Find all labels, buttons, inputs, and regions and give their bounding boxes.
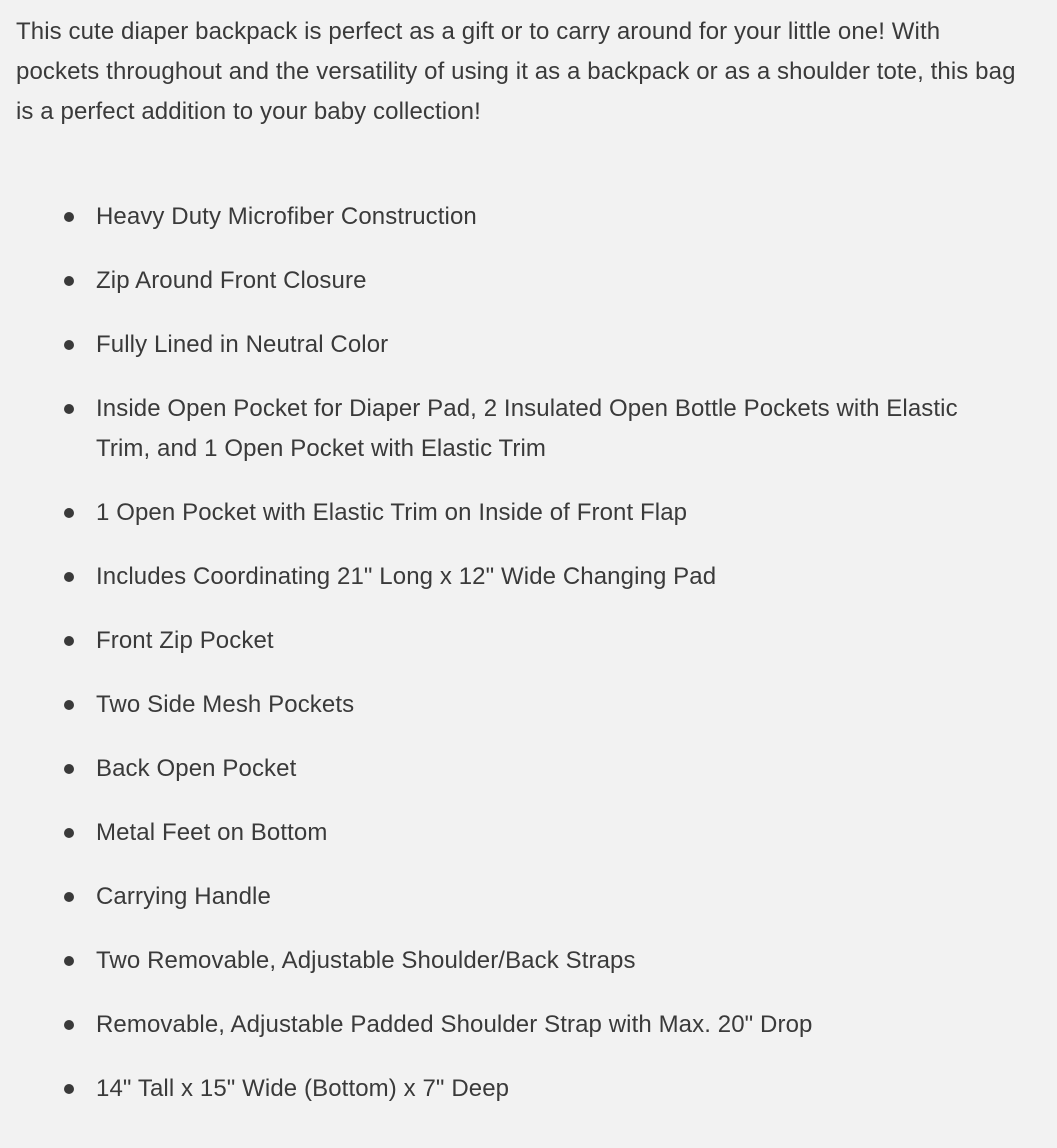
feature-item xyxy=(0,1005,1057,1045)
feature-text: Carrying Handle xyxy=(96,883,271,910)
bullet-icon xyxy=(64,1084,74,1094)
feature-text: Inside Open Pocket for Diaper Pad, 2 Insulated Open Bottle Pockets with Elastic Trim, and 1 Open Pocket with Elastic Trim xyxy=(96,395,958,462)
feature-text: Heavy Duty Microfiber Construction xyxy=(96,203,477,230)
bullet-icon xyxy=(64,276,74,286)
bullet-icon xyxy=(64,212,74,222)
feature-text: Front Zip Pocket xyxy=(96,627,274,654)
feature-item xyxy=(0,813,1057,853)
bullet-icon xyxy=(64,828,74,838)
bullet-icon xyxy=(64,956,74,966)
bullet-icon xyxy=(64,636,74,646)
feature-item xyxy=(0,325,1057,365)
feature-list xyxy=(0,197,1057,1133)
bullet-icon xyxy=(64,892,74,902)
bullet-icon xyxy=(64,340,74,350)
feature-text: Metal Feet on Bottom xyxy=(96,819,328,846)
feature-text: Two Removable, Adjustable Shoulder/Back Straps xyxy=(96,947,636,974)
bullet-icon xyxy=(64,404,74,414)
feature-item xyxy=(0,389,1057,469)
feature-item xyxy=(0,493,1057,533)
feature-text: Back Open Pocket xyxy=(96,755,297,782)
bullet-icon xyxy=(64,764,74,774)
bullet-icon xyxy=(64,1020,74,1030)
feature-item xyxy=(0,749,1057,789)
feature-item xyxy=(0,197,1057,237)
feature-text: Removable, Adjustable Padded Shoulder Strap with Max. 20" Drop xyxy=(96,1011,813,1038)
feature-text: 1 Open Pocket with Elastic Trim on Inside of Front Flap xyxy=(96,499,688,526)
feature-item xyxy=(0,685,1057,725)
bullet-icon xyxy=(64,508,74,518)
feature-text: Zip Around Front Closure xyxy=(96,267,367,294)
feature-item xyxy=(0,557,1057,597)
feature-text: Two Side Mesh Pockets xyxy=(96,691,355,718)
feature-item xyxy=(0,1069,1057,1109)
feature-item xyxy=(0,621,1057,661)
product-description: This cute diaper backpack is perfect as a gift or to carry around for your little one! With pockets throughout and the versatility of using it as a backpack or as a shoulder tote, this bag is a perfect addition to your baby collection! xyxy=(16,18,1016,125)
feature-item xyxy=(0,877,1057,917)
feature-item xyxy=(0,261,1057,301)
feature-item xyxy=(0,941,1057,981)
bullet-icon xyxy=(64,572,74,582)
bullet-icon xyxy=(64,700,74,710)
feature-text: 14" Tall x 15" Wide (Bottom) x 7" Deep xyxy=(96,1075,510,1102)
feature-text: Fully Lined in Neutral Color xyxy=(96,331,389,358)
feature-text: Includes Coordinating 21" Long x 12" Wide Changing Pad xyxy=(96,563,717,590)
